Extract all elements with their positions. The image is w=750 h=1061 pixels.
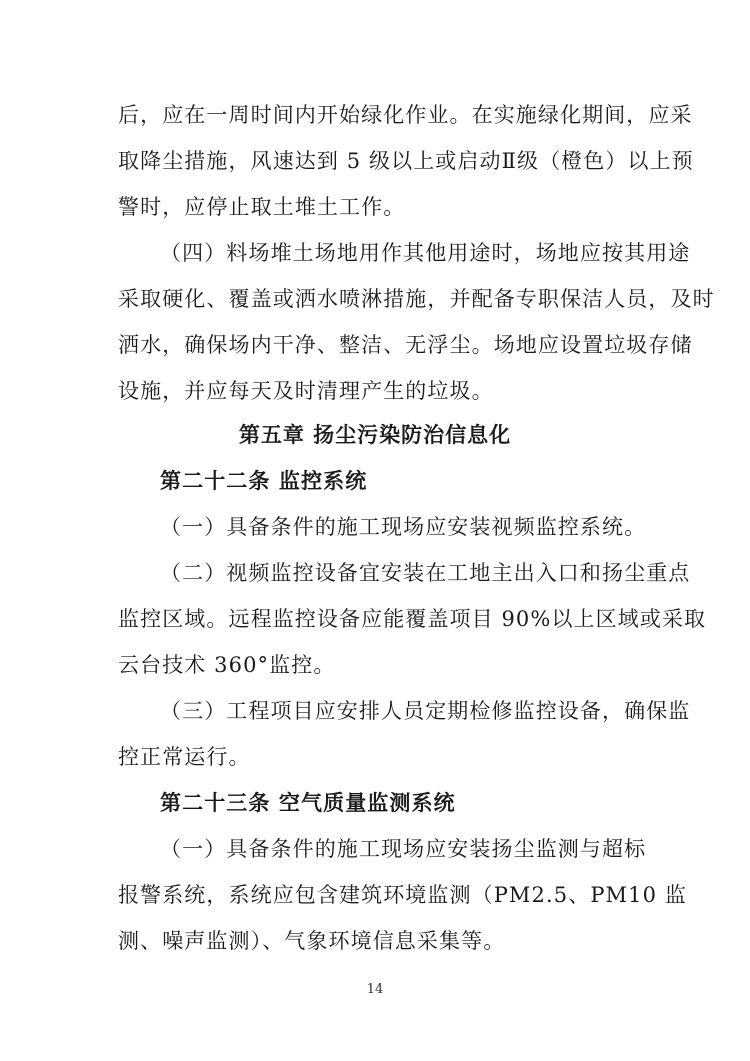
paragraph-line: 测、噪声监测）、气象环境信息采集等。 [118,929,506,953]
page-number: 14 [366,982,384,997]
paragraph-line: （二）视频监控设备宜安装在工地主出入口和扬尘重点 [160,561,691,585]
paragraph-line: （一）具备条件的施工现场应安装视频监控系统。 [160,515,647,539]
paragraph-line: 监控区域。远程监控设备应能覆盖项目 90%以上区域或采取 [118,607,707,631]
paragraph-line: 设施，并应每天及时清理产生的垃圾。 [118,379,494,403]
paragraph-line: 后，应在一周时间内开始绿化作业。在实施绿化期间，应采 [118,103,693,127]
article-title: 第二十二条 监控系统 [160,468,368,493]
article-title: 第二十三条 空气质量监测系统 [160,790,456,815]
chapter-heading: 第五章 扬尘污染防治信息化 [238,422,512,447]
paragraph-line: （四）料场堆土场地用作其他用途时，场地应按其用途 [160,241,691,265]
paragraph-line: 取降尘措施，风速达到 5 级以上或启动Ⅱ级（橙色）以上预 [118,149,694,173]
paragraph-line: 警时，应停止取土堆土工作。 [118,195,406,219]
paragraph-line: 报警系统，系统应包含建筑环境监测（PM2.5、PM10 监 [118,883,687,907]
paragraph-line: 采取硬化、覆盖或洒水喷淋措施，并配备专职保洁人员，及时 [118,287,715,311]
paragraph-line: 控正常运行。 [118,745,251,769]
paragraph-line: 洒水，确保场内干净、整洁、无浮尘。场地应设置垃圾存储 [118,333,693,357]
paragraph-line: 云台技术 360°监控。 [118,653,336,677]
paragraph-line: （三）工程项目应安排人员定期检修监控设备，确保监 [160,699,691,723]
paragraph-line: （一）具备条件的施工现场应安装扬尘监测与超标 [160,837,647,861]
